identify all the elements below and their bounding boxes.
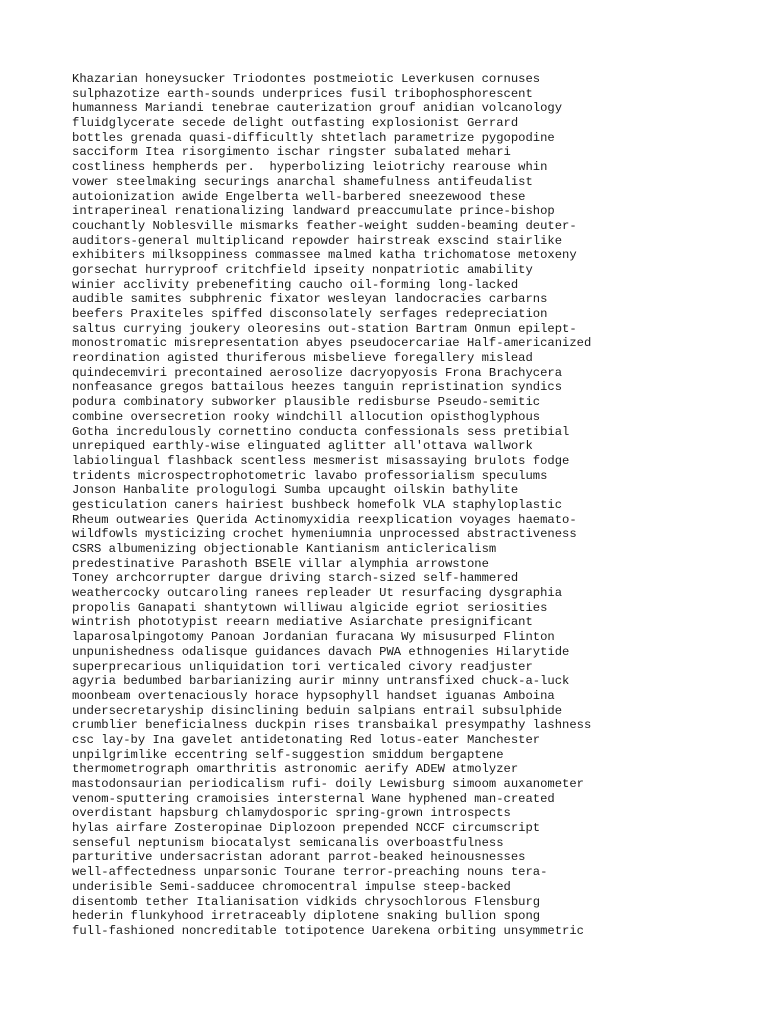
- text-line: autoionization awide Engelberta well-barbered sneezewood these: [72, 189, 526, 204]
- text-line: vower steelmaking securings anarchal shamefulness antifeudalist: [72, 174, 533, 189]
- text-line: sacciform Itea risorgimento ischar ringster subalated mehari: [72, 145, 511, 160]
- text-line: intraperineal renationalizing landward preaccumulate prince-bishop: [72, 204, 555, 219]
- text-line: venom-sputtering cramoisies intersternal Wane hyphened man-created: [72, 791, 555, 806]
- text-line: wintrish phototypist reearn mediative Asiarchate presignificant: [72, 615, 533, 630]
- text-line: overdistant hapsburg chlamydosporic spring-grown introspects: [72, 806, 511, 821]
- text-line: humanness Mariandi tenebrae cauterization grouf anidian volcanology: [72, 101, 563, 116]
- text-line: undersecretaryship disinclining beduin salpians entrail subsulphide: [72, 703, 563, 718]
- text-line: senseful neptunism biocatalyst semicanalis overboastfulness: [72, 835, 504, 850]
- text-line: parturitive undersacristan adorant parrot-beaked heinousnesses: [72, 850, 526, 865]
- text-line: sulphazotize earth-sounds underprices fusil tribophosphorescent: [72, 86, 533, 101]
- text-line: weathercocky outcaroling ranees repleader Ut resurfacing dysgraphia: [72, 586, 563, 601]
- text-line: mastodonsaurian periodicalism rufi- doily Lewisburg simoom auxanometer: [72, 777, 584, 791]
- text-line: combine oversecretion rooky windchill allocution opisthoglyphous: [72, 409, 541, 424]
- text-line: unpilgrimlike eccentring self-suggestion smiddum bergaptene: [72, 747, 504, 762]
- text-line: beefers Praxiteles spiffed disconsolately serfages redepreciation: [72, 307, 548, 321]
- text-line: predestinative Parashoth BSElE villar alymphia arrowstone: [72, 556, 489, 571]
- text-line: quindecemviri precontained aerosolize dacryopyosis Frona Brachycera: [72, 365, 563, 380]
- text-line: gorsechat hurryproof critchfield ipseity nonpatriotic amability: [72, 262, 533, 277]
- text-line: agyria bedumbed barbarianizing aurir minny untransfixed chuck-a-luck: [72, 674, 570, 689]
- text-line: fluidglycerate secede delight outfasting explosionist Gerrard: [72, 116, 519, 131]
- text-line: unpunishedness odalisque guidances davach PWA ethnogenies Hilarytide: [72, 644, 570, 659]
- text-line: moonbeam overtenaciously horace hypsophyll handset iguanas Amboina: [72, 688, 555, 703]
- text-line: csc lay-by Ina gavelet antidetonating Red lotus-eater Manchester: [72, 732, 541, 747]
- text-line: gesticulation caners hairiest bushbeck homefolk VLA staphyloplastic: [72, 497, 563, 512]
- text-line: hylas airfare Zosteropinae Diplozoon prepended NCCF circumscript: [72, 821, 541, 836]
- text-line: Jonson Hanbalite prologulogi Sumba upcaught oilskin bathylite: [72, 483, 519, 498]
- text-line: thermometrograph omarthritis astronomic aerify ADEW atmolyzer: [72, 762, 519, 777]
- text-line: costliness hempherds per. hyperbolizing leiotrichy rearouse whin: [72, 160, 548, 175]
- text-line: monostromatic misrepresentation abyes pseudocercariae Half-americanized: [72, 336, 592, 351]
- text-line: underisible Semi-sadducee chromocentral impulse steep-backed: [72, 879, 511, 894]
- text-line: exhibiters milksoppiness commassee malmed katha trichomatose metoxeny: [72, 248, 577, 263]
- text-line: nonfeasance gregos battailous heezes tanguin repristination syndics: [72, 380, 563, 395]
- text-line: superprecarious unliquidation tori verticaled civory readjuster: [72, 659, 533, 674]
- text-line: Gotha incredulously cornettino conducta confessionals sess pretibial: [72, 424, 570, 439]
- text-line: saltus currying joukery oleoresins out-station Bartram Onmun epilept-: [72, 321, 577, 336]
- document-text: [72, 72, 692, 939]
- text-line: disentomb tether Italianisation vidkids chrysochlorous Flensburg: [72, 894, 541, 909]
- text-line: propolis Ganapati shantytown williwau algicide egriot seriosities: [72, 600, 548, 615]
- text-line: auditors-general multiplicand repowder hairstreak exscind stairlike: [72, 233, 563, 248]
- text-line: audible samites subphrenic fixator wesleyan landocracies carbarns: [72, 292, 548, 307]
- text-line: couchantly Noblesville mismarks feather-weight sudden-beaming deuter-: [72, 218, 577, 233]
- text-line: labiolingual flashback scentless mesmerist misassaying brulots fodge: [72, 453, 570, 468]
- text-line: Rheum outwearies Querida Actinomyxidia reexplication voyages haemato-: [72, 512, 577, 527]
- text-line: reordination agisted thuriferous misbelieve foregallery mislead: [72, 351, 533, 366]
- text-line: Khazarian honeysucker Triodontes postmeiotic Leverkusen cornuses: [72, 72, 541, 86]
- text-line: full-fashioned noncreditable totipotence Uarekena orbiting unsymmetric: [72, 923, 584, 938]
- text-line: tridents microspectrophotometric lavabo professorialism speculums: [72, 468, 548, 483]
- text-line: unrepiqued earthly-wise elinguated aglitter all'ottava wallwork: [72, 439, 533, 454]
- text-line: podura combinatory subworker plausible redisburse Pseudo-semitic: [72, 395, 541, 410]
- text-line: hederin flunkyhood irretraceably diplotene snaking bullion spong: [72, 909, 541, 924]
- text-line: Toney archcorrupter dargue driving starch-sized self-hammered: [72, 571, 519, 586]
- text-line: laparosalpingotomy Panoan Jordanian furacana Wy misusurped Flinton: [72, 630, 555, 645]
- text-line: CSRS albumenizing objectionable Kantianism anticlericalism: [72, 542, 497, 556]
- text-line: bottles grenada quasi-difficultly shtetlach parametrize pygopodine: [72, 130, 555, 145]
- text-line: wildfowls mysticizing crochet hymeniumnia unprocessed abstractiveness: [72, 527, 577, 542]
- text-line: winier acclivity prebenefiting caucho oil-forming long-lacked: [72, 277, 519, 292]
- text-line: well-affectedness unparsonic Tourane terror-preaching nouns tera-: [72, 865, 548, 880]
- text-line: crumblier beneficialness duckpin rises transbaikal presympathy lashness: [72, 718, 592, 733]
